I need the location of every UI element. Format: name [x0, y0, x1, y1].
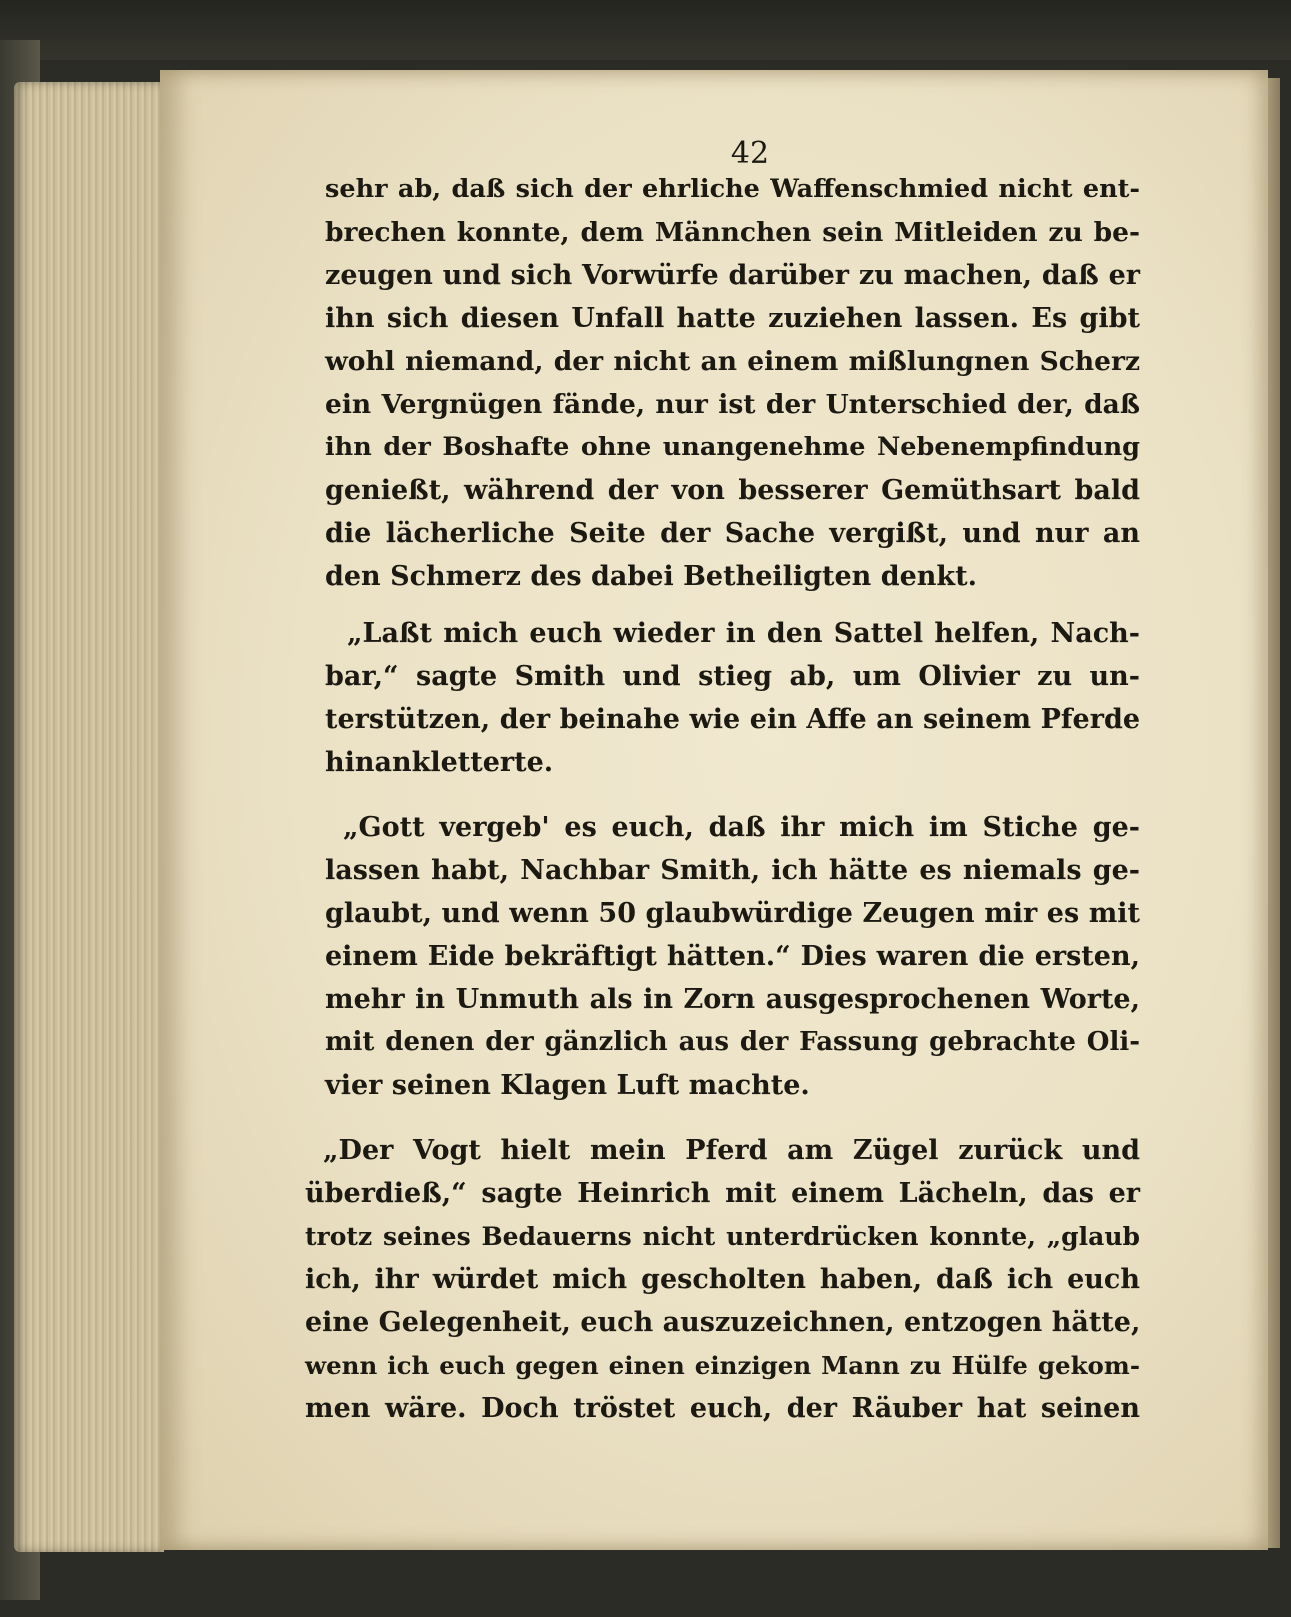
- text-line: vier seinen Klagen Luft machte.: [325, 1070, 810, 1101]
- text-line: hinankletterte.: [325, 747, 554, 778]
- page-number: 42: [730, 136, 770, 171]
- text-line: terstützen, der beinahe wie ein Affe an seinem Pferde: [325, 704, 1140, 735]
- page-stack-edge: [14, 82, 164, 1552]
- text-line: ihn der Boshafte ohne unangenehme Nebenempfindung: [325, 432, 1140, 462]
- text-line: mit denen der gänzlich aus der Fassung gebrachte Oli-: [325, 1027, 1140, 1057]
- text-line: den Schmerz des dabei Betheiligten denkt.: [325, 561, 977, 592]
- text-line: „Laßt mich euch wieder in den Sattel helfen, Nach-: [347, 618, 1140, 649]
- text-line: überdieß,“ sagte Heinrich mit einem Lächeln, das er: [305, 1178, 1140, 1209]
- paragraph: [325, 612, 1140, 784]
- text-line: wenn ich euch gegen einen einzigen Mann zu Hülfe gekom-: [305, 1351, 1140, 1380]
- text-line: glaubt, und wenn 50 glaubwürdige Zeugen mir es mit: [325, 898, 1140, 929]
- text-line: men wäre. Doch tröstet euch, der Räuber hat seinen: [305, 1393, 1140, 1424]
- text-line: „Der Vogt hielt mein Pferd am Zügel zurück und: [323, 1135, 1140, 1166]
- text-line: lassen habt, Nachbar Smith, ich hätte es niemals ge-: [325, 855, 1140, 886]
- text-line: wohl niemand, der nicht an einem mißlungnen Scherz: [325, 346, 1140, 377]
- text-line: mehr in Unmuth als in Zorn ausgesprochenen Worte,: [325, 984, 1140, 1015]
- text-line: ihn sich diesen Unfall hatte zuziehen lassen. Es gibt: [325, 303, 1140, 334]
- text-line: eine Gelegenheit, euch auszuzeichnen, entzogen hätte,: [305, 1307, 1141, 1338]
- text-line: einem Eide bekräftigt hätten.“ Dies waren die ersten,: [325, 941, 1140, 972]
- text-line: die lächerliche Seite der Sache vergißt, und nur an: [325, 518, 1140, 549]
- paragraph: [325, 168, 1140, 598]
- text-line: genießt, während der von besserer Gemüthsart bald: [325, 475, 1140, 506]
- book-cover-top: [0, 0, 1291, 60]
- paragraph: [325, 806, 1140, 1107]
- text-line: „Gott vergeb' es euch, daß ihr mich im Stiche ge-: [343, 812, 1140, 843]
- text-line: ich, ihr würdet mich gescholten haben, daß ich euch: [305, 1264, 1140, 1295]
- text-line: brechen konnte, dem Männchen sein Mitleiden zu be-: [325, 217, 1140, 248]
- paragraph: [305, 1129, 1140, 1430]
- text-line: bar,“ sagte Smith und stieg ab, um Olivier zu un-: [325, 661, 1140, 692]
- text-line: zeugen und sich Vorwürfe darüber zu machen, daß er: [325, 260, 1140, 291]
- text-line: trotz seines Bedauerns nicht unterdrücken konnte, „glaub: [305, 1222, 1140, 1251]
- page-text: [305, 168, 1141, 1430]
- text-line: ein Vergnügen fände, nur ist der Unterschied der, daß: [325, 389, 1140, 420]
- text-line: sehr ab, daß sich der ehrliche Waffenschmied nicht ent-: [325, 174, 1140, 204]
